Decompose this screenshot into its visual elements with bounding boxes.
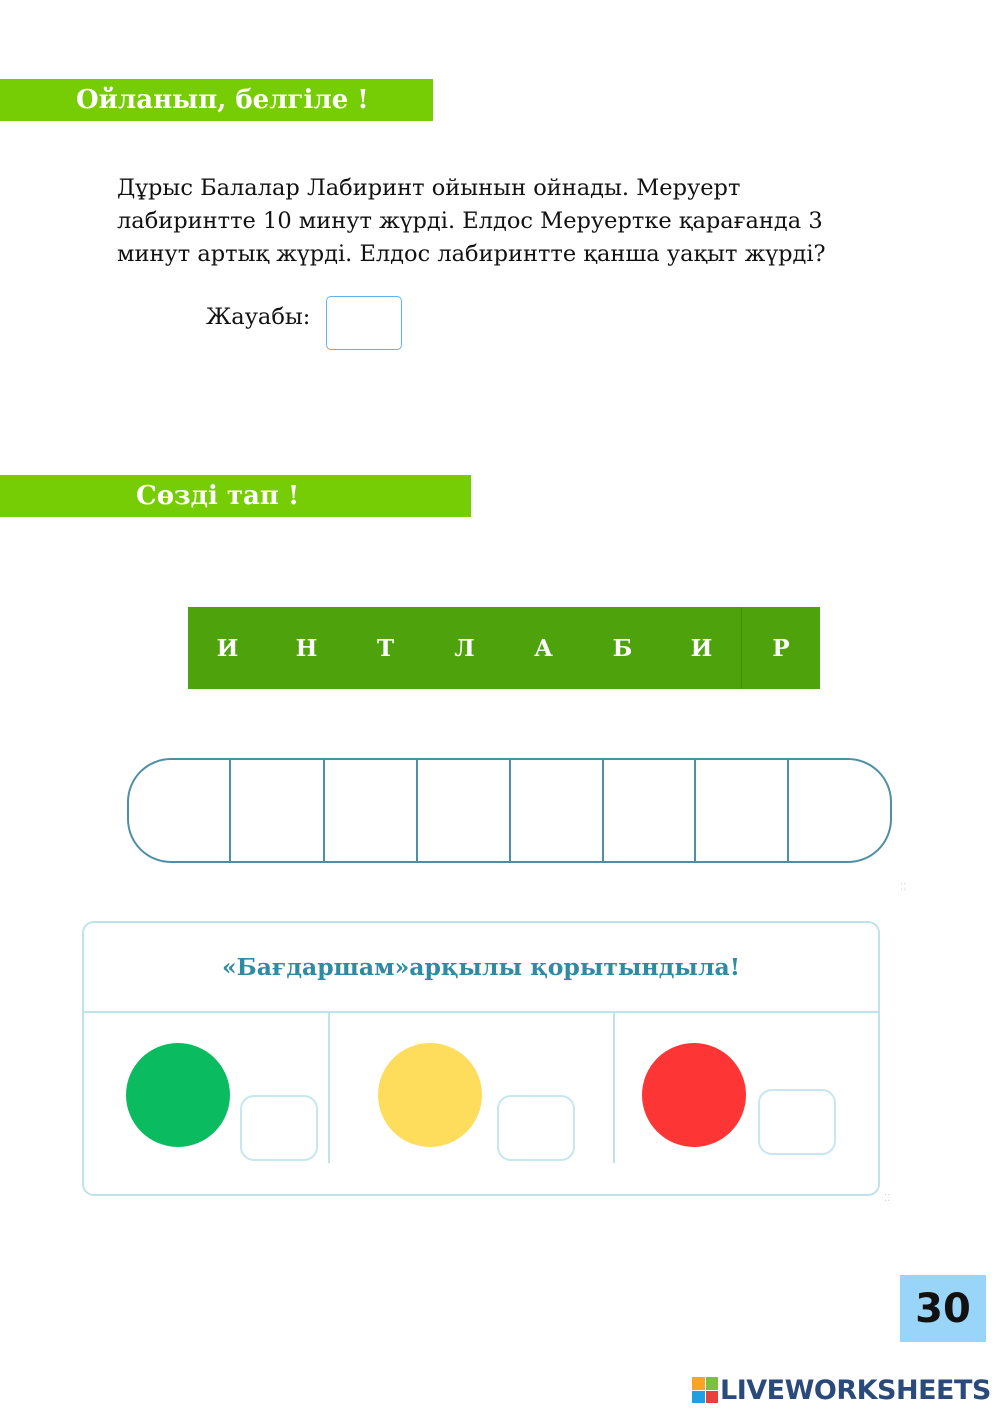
word-answer-cell[interactable]	[229, 760, 323, 861]
word-answer-cell[interactable]	[787, 760, 890, 861]
decorative-dots: ⁚⁚	[900, 882, 907, 893]
word-answer-cell[interactable]	[602, 760, 694, 861]
word-answer-row	[127, 758, 892, 863]
answer-input[interactable]	[326, 296, 402, 350]
green-answer-box[interactable]	[240, 1095, 318, 1161]
letter-tile[interactable]: А	[534, 634, 553, 662]
word-answer-cell[interactable]	[129, 760, 229, 861]
letter-tile[interactable]: Т	[376, 634, 395, 662]
word-problem	[117, 172, 897, 271]
word-answer-cell[interactable]	[509, 760, 602, 861]
letter-tile[interactable]: И	[216, 634, 239, 662]
traffic-light-card	[82, 921, 880, 1196]
brand-footer	[692, 1374, 991, 1406]
problem-line: Дұрыс Балалар Лабиринт ойынын ойнады. Меруерт	[117, 175, 741, 201]
section-title: Ойланып, белгіле !	[76, 85, 369, 115]
yellow-light-icon	[378, 1043, 482, 1147]
decorative-dots: ⁚⁚	[884, 1193, 891, 1204]
brand-name: LIVEWORKSHEETS	[720, 1374, 991, 1406]
page-number: 30	[900, 1275, 986, 1342]
letter-tile[interactable]: И	[690, 634, 713, 662]
letter-tile[interactable]: Б	[612, 634, 633, 662]
section-title: Сөзді тап !	[136, 481, 300, 511]
word-answer-cell[interactable]	[416, 760, 509, 861]
divider	[613, 1013, 615, 1163]
red-answer-box[interactable]	[758, 1089, 836, 1155]
word-answer-cell[interactable]	[694, 760, 787, 861]
green-light-icon	[126, 1043, 230, 1147]
letter-tile[interactable]: Л	[454, 634, 475, 662]
word-answer-cell[interactable]	[323, 760, 416, 861]
problem-line: лабиринтте 10 минут жүрді. Елдос Меруертке қарағанда 3	[117, 208, 823, 234]
section-banner-think	[0, 79, 433, 121]
letter-tiles	[188, 607, 820, 689]
letter-tile[interactable]: Н	[295, 634, 318, 662]
answer-label: Жауабы:	[206, 304, 311, 330]
divider	[328, 1013, 330, 1163]
traffic-title: «Бағдаршам»арқылы қорытындыла!	[84, 923, 878, 1013]
red-light-icon	[642, 1043, 746, 1147]
section-banner-find-word	[0, 475, 471, 517]
letter-tile[interactable]: Р	[741, 607, 820, 689]
problem-line: минут артық жүрді. Елдос лабиринтте қанша уақыт жүрді?	[117, 241, 826, 267]
brand-logo-icon	[692, 1377, 718, 1403]
yellow-answer-box[interactable]	[497, 1095, 575, 1161]
